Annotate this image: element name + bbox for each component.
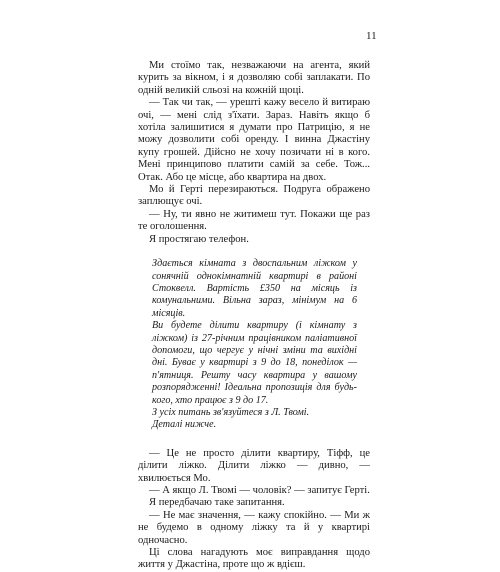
ad-line: Здається кімната з двоспальним ліжком у сонячній однокімнатній квартирі в районі Стоквелл. Вартість £350 на місяць із комунальними. Вільна зараз, мінімум на 6 місяців. (152, 258, 357, 319)
paragraph: Ці слова нагадують моє виправдання щодо життя у Джастіна, проте що ж вдієш. (138, 547, 370, 571)
page-number: 11 (366, 30, 377, 42)
paragraph: — Не має значення, — кажу спокійно. — Ми ж не будемо в одному ліжку та й у квартирі одночасно. (138, 509, 370, 546)
ad-line: Деталі нижче. (152, 419, 217, 431)
paragraph: Мо й Герті перезираються. Подруга ображено заплющує очі. (138, 184, 370, 208)
paragraph: — А якщо Л. Твомі — чоловік? — запитує Герті. (149, 485, 370, 496)
body-text (138, 60, 370, 572)
paragraph: Я простягаю телефон. (149, 233, 249, 245)
paragraph: — Ну, ти явно не житимеш тут. Покажи ще раз те оголошення. (138, 208, 370, 233)
paragraph: Я передбачаю таке запитання. (149, 497, 285, 509)
paragraph: Ми стоїмо так, незважаючи на агента, який курить за вікном, і я дозволяю собі заплакати. По одній великій сльозі на кожній щоці. (138, 60, 370, 96)
paragraph: — Це не просто ділити квартиру, Тіфф, це ділити ліжко. Ділити ліжко — дивно, — хвилюється Мо. (138, 447, 370, 484)
paragraph: — Так чи так, — урешті кажу весело й витираю очі, — мені слід з'їхати. Зараз. Навіть якщо б хотіла залишитися я думати про Патрицію, я не можу дозволити собі оренду. І винна Джастіну купу грошей. Дійсно не хочу позичати ні в кого. Мені принципово платити самій за себе. Тож... Отак. Або це місце, або квартира на двох. (138, 97, 370, 183)
ad-line: Ви будете ділити квартиру (і кімнату з ліжком) із 27-річним працівником паліативної допомоги, що чергує у нічні зміни та вихідні дні. Буває у квартирі з 9 до 18, понеділок — п'ятниця. Решту часу квартира у вашому розпорядженні! Ідеальна пропозиція для будь-кого, хто працює з 9 до 17. (152, 320, 357, 406)
ad-line: З усіх питань зв'язуйтеся з Л. Твомі. (152, 406, 310, 418)
classified-ad (152, 258, 357, 432)
